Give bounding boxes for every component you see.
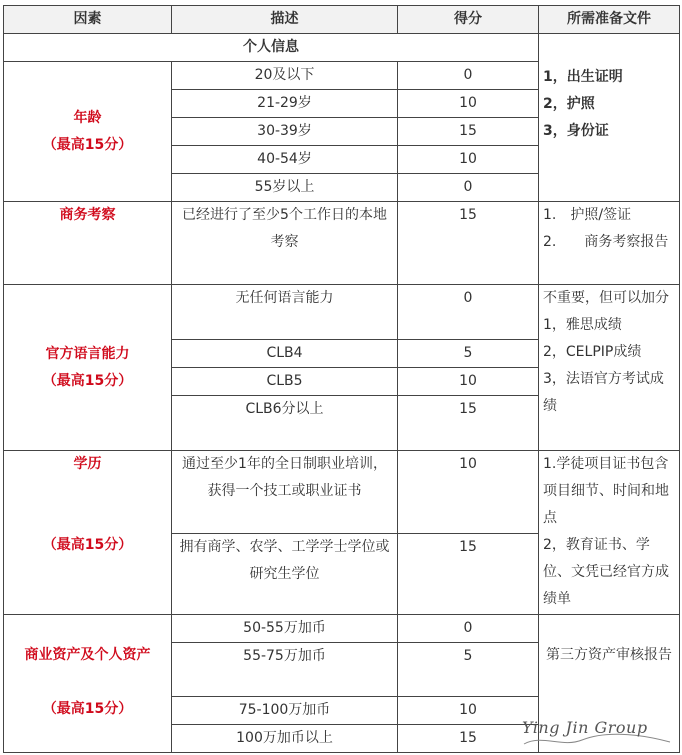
desc-cell: 通过至少1年的全日制职业培训，获得一个技工或职业证书 bbox=[172, 451, 398, 534]
factor-age bbox=[4, 62, 172, 202]
header-description: 描述 bbox=[172, 6, 398, 34]
score-cell: 10 bbox=[398, 368, 539, 396]
desc-cell: 21-29岁 bbox=[172, 90, 398, 118]
desc-cell: 拥有商学、农学、工学学士学位或研究生学位 bbox=[172, 534, 398, 615]
score-cell: 5 bbox=[398, 643, 539, 697]
factor-business-visit: 商务考察 bbox=[4, 202, 172, 285]
doc-line: 2，护照 bbox=[543, 95, 595, 112]
factor-label: 官方语言能力 bbox=[45, 345, 130, 362]
desc-cell: 100万加币以上 bbox=[172, 725, 398, 753]
score-cell: 0 bbox=[398, 285, 539, 340]
desc-cell: 75-100万加币 bbox=[172, 697, 398, 725]
doc-line bbox=[543, 145, 675, 172]
doc-line: 2. 商务考察报告 bbox=[543, 234, 669, 250]
desc-cell: 40-54岁 bbox=[172, 146, 398, 174]
factor-label: 年龄 bbox=[73, 109, 102, 126]
score-cell: 15 bbox=[398, 725, 539, 753]
desc-cell: 无任何语言能力 bbox=[172, 285, 398, 340]
table-row bbox=[4, 615, 680, 643]
score-cell: 0 bbox=[398, 174, 539, 202]
table-row bbox=[4, 202, 680, 285]
score-cell: 5 bbox=[398, 340, 539, 368]
doc-line: 不重要，但可以加分 bbox=[543, 290, 669, 306]
score-cell: 15 bbox=[398, 396, 539, 451]
factor-max-score: （最高15分） bbox=[42, 537, 133, 553]
assets-docs-cell: 第三方资产审核报告 bbox=[539, 615, 680, 753]
desc-cell: 55岁以上 bbox=[172, 174, 398, 202]
desc-cell: 55-75万加币 bbox=[172, 643, 398, 697]
desc-cell: CLB4 bbox=[172, 340, 398, 368]
score-cell: 10 bbox=[398, 146, 539, 174]
factor-language bbox=[4, 285, 172, 451]
header-score: 得分 bbox=[398, 6, 539, 34]
factor-max-score: （最高15分） bbox=[42, 701, 133, 717]
factor-label: 学历 bbox=[73, 456, 102, 472]
spacer bbox=[10, 669, 165, 696]
score-cell: 15 bbox=[398, 118, 539, 146]
score-cell: 0 bbox=[398, 62, 539, 90]
factor-education bbox=[4, 451, 172, 615]
score-cell: 15 bbox=[398, 202, 539, 285]
personal-docs-cell bbox=[539, 34, 680, 202]
factor-label: 商业资产及个人资产 bbox=[24, 647, 151, 663]
desc-cell: CLB5 bbox=[172, 368, 398, 396]
business-docs-cell bbox=[539, 202, 680, 285]
education-docs-cell bbox=[539, 451, 680, 615]
score-cell: 10 bbox=[398, 451, 539, 534]
desc-cell: CLB6分以上 bbox=[172, 396, 398, 451]
header-documents: 所需准备文件 bbox=[539, 6, 680, 34]
desc-cell: 50-55万加币 bbox=[172, 615, 398, 643]
doc-line: 1. 护照/签证 bbox=[543, 207, 632, 223]
doc-line: 2，CELPIP成绩 bbox=[543, 344, 642, 360]
scoring-table bbox=[3, 5, 680, 753]
factor-max-score: （最高15分） bbox=[42, 136, 133, 153]
doc-line: 2，教育证书、学位、文凭已经官方成绩单 bbox=[543, 537, 669, 607]
score-cell: 10 bbox=[398, 697, 539, 725]
header-row bbox=[4, 6, 680, 34]
table-row bbox=[4, 451, 680, 534]
table-row bbox=[4, 285, 680, 340]
score-cell: 15 bbox=[398, 534, 539, 615]
desc-cell: 20及以下 bbox=[172, 62, 398, 90]
doc-line: 1，雅思成绩 bbox=[543, 317, 622, 333]
desc-cell: 已经进行了至少5个工作日的本地考察 bbox=[172, 202, 398, 285]
header-factor: 因素 bbox=[4, 6, 172, 34]
spacer bbox=[10, 478, 165, 532]
doc-line: 1，出生证明 bbox=[543, 68, 623, 85]
doc-line: 3，法语官方考试成绩 bbox=[543, 371, 664, 414]
desc-cell: 30-39岁 bbox=[172, 118, 398, 146]
watermark-text: Ying Jin Group bbox=[522, 718, 648, 737]
doc-line: 3，身份证 bbox=[543, 122, 609, 139]
factor-assets bbox=[4, 615, 172, 753]
language-docs-cell bbox=[539, 285, 680, 451]
factor-max-score: （最高15分） bbox=[42, 372, 133, 389]
section-personal-info: 个人信息 bbox=[4, 34, 539, 62]
doc-line: 1.学徒项目证书包含项目细节、时间和地点 bbox=[543, 456, 669, 526]
watermark-logo bbox=[522, 714, 672, 748]
section-row-personal bbox=[4, 34, 680, 62]
score-cell: 10 bbox=[398, 90, 539, 118]
score-cell: 0 bbox=[398, 615, 539, 643]
